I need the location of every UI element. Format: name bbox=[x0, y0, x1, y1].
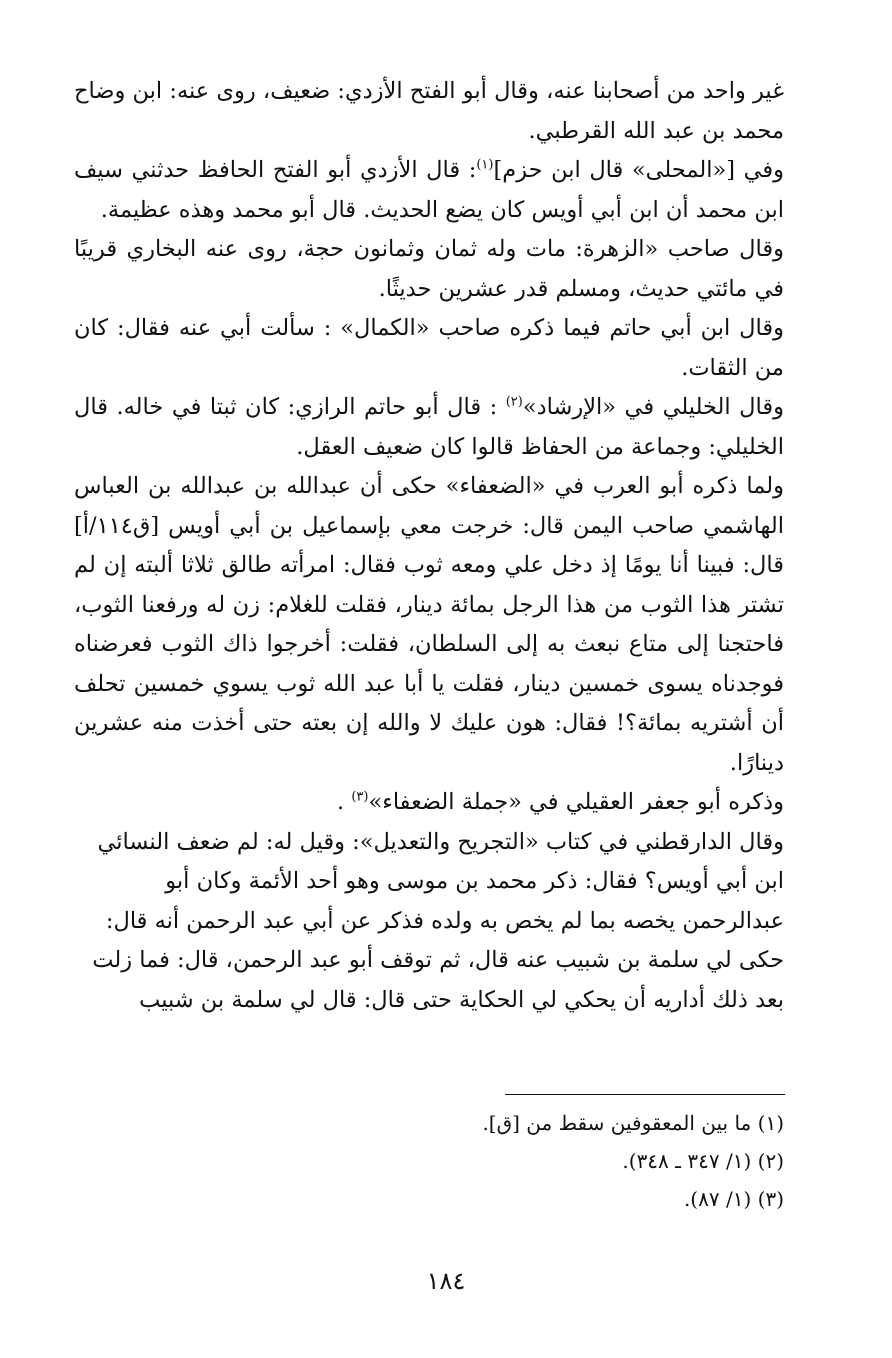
paragraph-text: وذكره أبو جعفر العقيلي في «جملة الضعفاء» bbox=[368, 789, 784, 815]
paragraph-text: . bbox=[337, 789, 352, 815]
paragraph-text: : قال أبو حاتم الرازي: كان ثبتا في خاله. قال الخليلي: وجماعة من الحفاظ قالوا كان ضعيف العقل. bbox=[74, 394, 784, 460]
paragraph: ولما ذكره أبو العرب في «الضعفاء» حكى أن عبدالله بن عبدالله بن العباس الهاشمي صاحب اليمن قال: خرجت معي بإسماعيل بن أبي أويس [ق١١٤/أ] قال: فبينا أنا يومًا إذ دخل علي ومعه ثوب فقال: امرأته طالق ثلاثا ألبته إن لم تشتر هذا الثوب من هذا الرجل بمائة دينار، فقلت للغلام: زن له ورفعنا الثوب، فاحتجنا إلى متاع نبعث به إلى السلطان، فقلت: أخرجوا ذاك الثوب فعرضناه فوجدناه يسوى خمسين دينار، فقلت يا أبا عبد الله ثوب يسوي خمسين تحلف أن أشتريه بمائة؟! فقال: هون عليك لا والله إن بعته حتى أخذت منه عشرين دينارًا. bbox=[74, 473, 784, 776]
paragraph: وقال صاحب «الزهرة: مات وله ثمان وثمانون حجة، روى عنه البخاري قريبًا في مائتي حديث، ومسلم قدر عشرين حديثًا. bbox=[74, 236, 784, 302]
footnotes bbox=[74, 1104, 784, 1218]
paragraph: وقال الدارقطني في كتاب «التجريح والتعديل»: وقيل له: لم ضعف النسائي ابن أبي أويس؟ فقال: ذكر محمد بن موسى وهو أحد الأئمة وكان أبو عبدالرحمن يخصه بما لم يخص به ولده فذكر عن أبي عبد الرحمن أنه قال: حكى لي سلمة بن شبيب عنه قال، ثم توقف أبو عبد الرحمن، قال: فما زلت بعد ذلك أداريه أن يحكي لي الحكاية حتى قال: قال لي سلمة بن شبيب bbox=[92, 828, 784, 1013]
footnote-ref: (٣) bbox=[351, 789, 369, 805]
paragraph: وقال ابن أبي حاتم فيما ذكره صاحب «الكمال» : سألت أبي عنه فقال: كان من الثقات. bbox=[74, 315, 784, 381]
page-number: ١٨٤ bbox=[426, 1267, 466, 1295]
paragraph bbox=[74, 783, 784, 823]
footnote-divider bbox=[505, 1094, 785, 1095]
footnote: (١) ما بين المعقوفين سقط من [ق]. bbox=[482, 1111, 784, 1135]
main-text bbox=[74, 72, 784, 1020]
footnote-ref: (١) bbox=[476, 157, 494, 173]
paragraph-text: : قال الأزدي أبو الفتح الحافظ حدثني سيف ابن محمد أن ابن أبي أويس كان يضع الحديث. قال أبو محمد وهذه عظيمة. bbox=[74, 157, 784, 223]
paragraph: غير واحد من أصحابنا عنه، وقال أبو الفتح الأزدي: ضعيف، روى عنه: ابن وضاح محمد بن عبد الله القرطبي. bbox=[74, 78, 784, 144]
footnote-ref: (٢) bbox=[505, 394, 523, 410]
paragraph-text: وقال الخليلي في «الإرشاد» bbox=[522, 394, 784, 420]
paragraph-text: وفي [«المحلى» قال ابن حزم] bbox=[493, 157, 785, 183]
footnote: (٣) (١/ ٨٧). bbox=[683, 1187, 784, 1211]
paragraph bbox=[74, 151, 784, 230]
footnote: (٢) (١/ ٣٤٧ ـ ٣٤٨). bbox=[622, 1149, 784, 1173]
paragraph bbox=[74, 388, 784, 467]
